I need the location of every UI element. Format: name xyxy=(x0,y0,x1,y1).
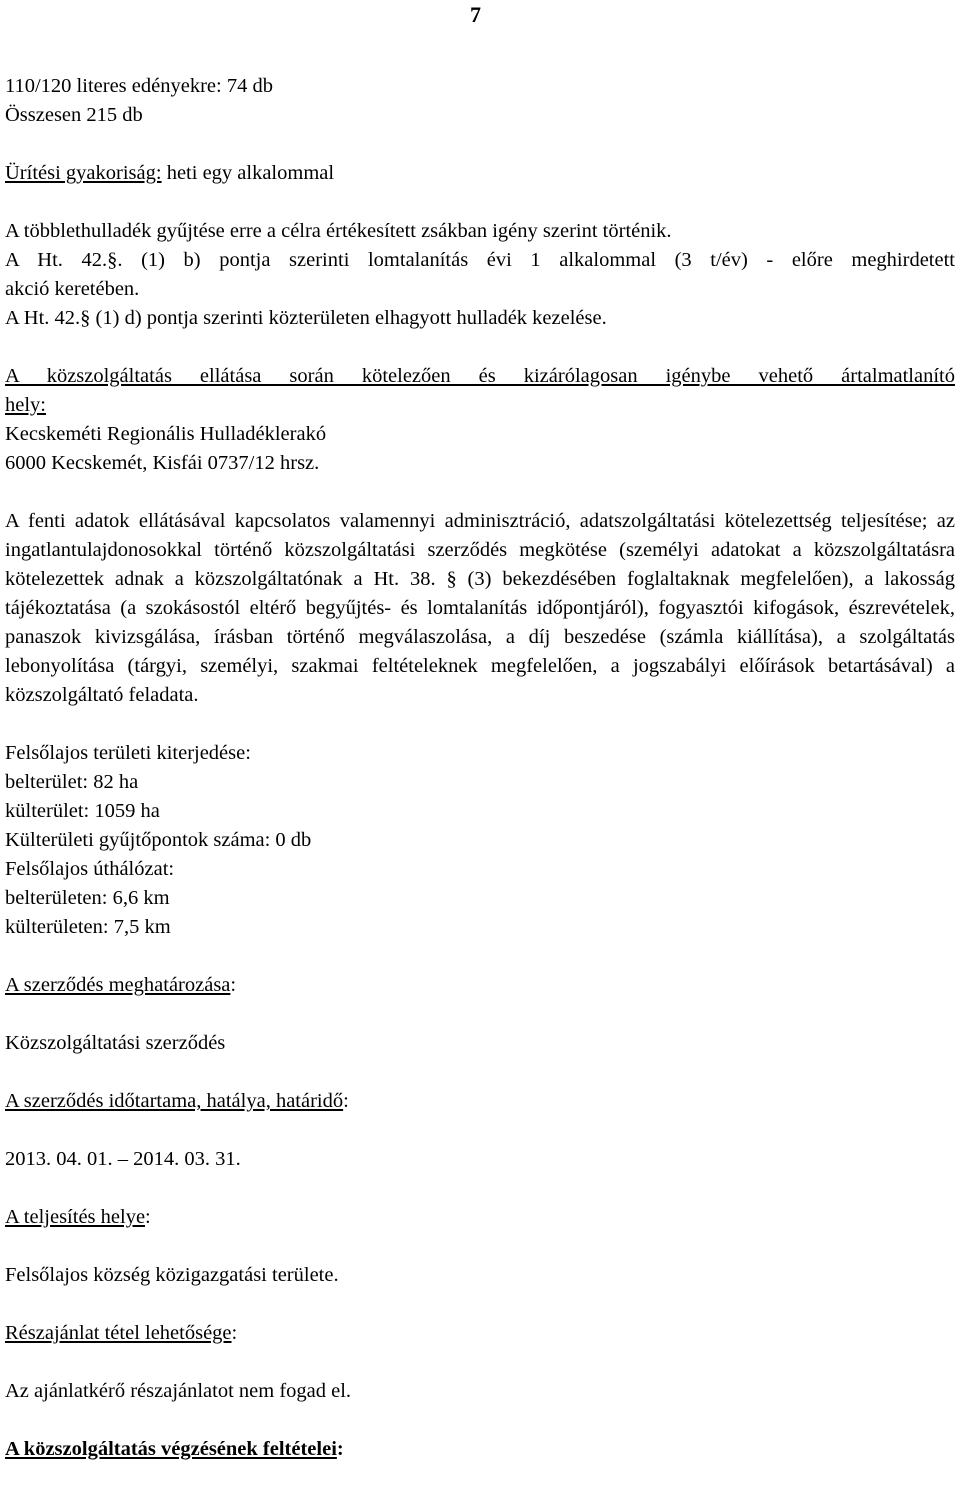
place-label: A teljesítés helye xyxy=(5,1206,146,1228)
contract-definition-heading xyxy=(5,971,955,1000)
conditions-label: A közszolgáltatás végzésének feltételei xyxy=(5,1438,337,1460)
emptying-frequency-value: heti egy alkalommal xyxy=(161,162,335,184)
disposal-site-address: 6000 Kecskemét, Kisfái 0737/12 hrsz. xyxy=(5,452,320,474)
outer-roads: külterületen: 7,5 km xyxy=(5,916,171,938)
contract-definition-label: A szerződés meghatározása xyxy=(5,974,231,996)
extra-waste-line: A többlethulladék gyűjtése erre a célra értékesített zsákban igény szerint történik. xyxy=(5,220,672,242)
document-body xyxy=(5,72,955,1464)
bulky-waste-line-cont: akció keretében. xyxy=(5,278,140,300)
disposal-site-name: Kecskeméti Regionális Hulladéklerakó xyxy=(5,423,327,445)
inner-roads: belterületen: 6,6 km xyxy=(5,887,170,909)
emptying-frequency-label: Ürítési gyakoriság: xyxy=(5,162,162,184)
conditions-heading xyxy=(5,1435,955,1464)
partial-offer-heading xyxy=(5,1319,955,1348)
bin-count-line: 110/120 literes edényekre: 74 db xyxy=(5,75,273,97)
emptying-frequency xyxy=(5,159,955,188)
road-network-heading: Felsőlajos úthálózat: xyxy=(5,858,175,880)
outer-area: külterület: 1059 ha xyxy=(5,800,160,822)
bulky-waste-line: A Ht. 42.§. (1) b) pontja szerinti lomtalanítás évi 1 alkalommal (3 t/év) - előre meghirdetett xyxy=(5,249,955,271)
disposal-site-heading: A közszolgáltatás ellátása során kötelezően és kizárólagosan igénybe vehető ártalmatlanító xyxy=(5,365,955,387)
contract-definition-value: Közszolgáltatási szerződés xyxy=(5,1032,226,1054)
inner-area: belterület: 82 ha xyxy=(5,771,139,793)
total-count-line: Összesen 215 db xyxy=(5,104,143,126)
page-number: 7 xyxy=(470,2,481,27)
place-heading xyxy=(5,1203,955,1232)
contract-definition-colon: : xyxy=(230,974,237,996)
contract-term-colon: : xyxy=(343,1090,349,1112)
collection-points: Külterületi gyűjtőpontok száma: 0 db xyxy=(5,829,312,851)
area-heading: Felsőlajos területi kiterjedése: xyxy=(5,742,251,764)
duties-paragraph: A fenti adatok ellátásával kapcsolatos valamennyi adminisztráció, adatszolgáltatási kötelezettség teljesítése; az ingatlantulajdonosokkal történő közszolgáltatási szerződés megkötése (személyi adatokat a közszolgáltatásra kötelezettek adnak a közszolgáltatónak a Ht. 38. § (3) bekezdésében foglaltaknak megfelelően), a lakosság tájékoztatása (a szokásostól eltérő begyűjtés- és lomtalanítás időpontjáról), fogyasztói kifogások, észrevételek, panaszok kivizsgálása, írásban történő megválaszolása, a díj beszedése (számla kiállítása), a szolgáltatás lebonyolítása (tárgyi, személyi, szakmai feltételeknek megfelelően, a jogszabályi előírások betartásával) a közszolgáltató feladata. xyxy=(5,510,955,706)
contract-term-label: A szerződés időtartama, hatálya, határidő xyxy=(5,1090,344,1112)
partial-offer-label: Részajánlat tétel lehetősége xyxy=(5,1322,232,1344)
abandoned-waste-line: A Ht. 42.§ (1) d) pontja szerinti közterületen elhagyott hulladék kezelése. xyxy=(5,307,607,329)
contract-term-value: 2013. 04. 01. – 2014. 03. 31. xyxy=(5,1148,241,1170)
place-colon: : xyxy=(145,1206,151,1228)
place-value: Felsőlajos község közigazgatási területe. xyxy=(5,1264,339,1286)
disposal-site-heading-cont: hely: xyxy=(5,394,46,416)
partial-offer-colon: : xyxy=(231,1322,238,1344)
contract-term-heading xyxy=(5,1087,955,1116)
conditions-colon: : xyxy=(336,1438,344,1460)
partial-offer-value: Az ajánlatkérő részajánlatot nem fogad el. xyxy=(5,1380,352,1402)
